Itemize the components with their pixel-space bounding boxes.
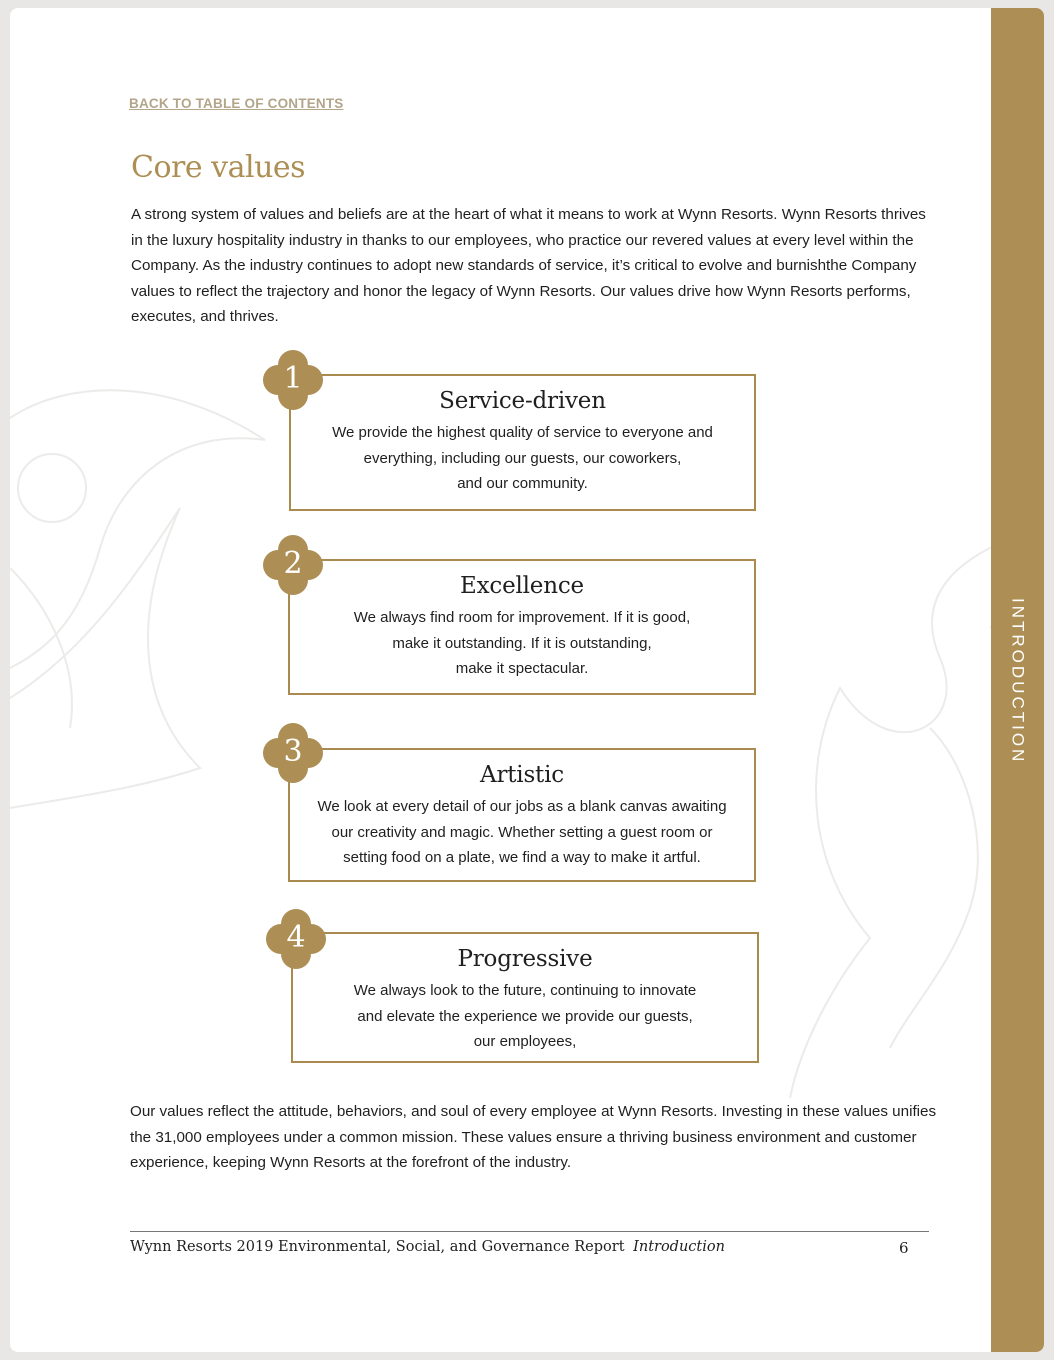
- value-description-line: our creativity and magic. Whether setting a guest room or: [331, 823, 713, 841]
- page-title: Core values: [131, 150, 306, 185]
- value-title: Excellence: [460, 573, 584, 599]
- value-title: Artistic: [480, 762, 564, 788]
- value-description-line: everything, including our guests, our coworkers,: [363, 449, 682, 467]
- value-title: Progressive: [457, 946, 593, 972]
- value-description-line: We always find room for improvement. If it is good,: [353, 609, 691, 626]
- value-description-line: and our community.: [457, 475, 588, 492]
- value-number-badge: [262, 349, 324, 411]
- value-number: 1: [283, 361, 303, 396]
- value-number: 3: [283, 734, 303, 769]
- footer: [130, 1239, 725, 1255]
- document-page: [10, 8, 1044, 1352]
- page-number: 6: [899, 1239, 909, 1257]
- value-number: 2: [283, 546, 303, 581]
- intro-paragraph: A strong system of values and beliefs are at the heart of what it means to work at Wynn Resorts. Wynn Resorts thrives in the luxury hospitality industry in thanks to our employees, who practice our revered values at every level within the Company. As the industry continues to adopt new standards of service, it’s critical to evolve and burnishthe Company values to reflect the trajectory and honor the legacy of Wynn Resorts. Our values drive how Wynn Resorts performs, executes, and thrives.: [131, 206, 926, 326]
- footer-section-name: Introduction: [633, 1239, 725, 1255]
- footer-report-title: Wynn Resorts 2019 Environmental, Social, and Governance Report: [130, 1239, 625, 1255]
- value-description-line: We provide the highest quality of service to everyone and: [332, 424, 713, 441]
- value-description-line: make it outstanding. If it is outstanding,: [392, 634, 652, 652]
- footer-divider: [130, 1231, 929, 1232]
- value-description: [290, 794, 754, 871]
- value-number-badge: [262, 534, 324, 596]
- closing-paragraph: Our values reflect the attitude, behaviors, and soul of every employee at Wynn Resorts. Investing in these values unifies the 31,000 employees under a common mission. These values ensure a thriving business environment and customer experience, keeping Wynn Resorts at the forefront of the industry.: [130, 1103, 937, 1172]
- value-description-line: our employees,: [473, 1033, 577, 1050]
- value-number-badge: [265, 908, 327, 970]
- value-card-excellence: [288, 559, 756, 695]
- value-card-progressive: [291, 932, 759, 1063]
- value-description: [290, 605, 754, 682]
- section-side-tab[interactable]: [991, 8, 1044, 1352]
- side-tab-label: INTRODUCTION: [1008, 598, 1028, 765]
- value-number-badge: [262, 722, 324, 784]
- value-description-line: We look at every detail of our jobs as a blank canvas awaiting: [317, 798, 727, 815]
- value-description: [293, 978, 757, 1055]
- value-title: Service-driven: [439, 388, 606, 414]
- value-card-artistic: [288, 748, 756, 882]
- value-number: 4: [286, 920, 306, 955]
- back-to-contents-link[interactable]: BACK TO TABLE OF CONTENTS: [129, 96, 344, 111]
- value-description: [291, 420, 754, 497]
- value-card-service-driven: [289, 374, 756, 511]
- value-description-line: We always look to the future, continuing to innovate: [353, 982, 697, 999]
- value-description-line: make it spectacular.: [455, 660, 589, 677]
- value-description-line: and elevate the experience we provide our guests,: [357, 1007, 693, 1025]
- value-description-line: setting food on a plate, we find a way to make it artful.: [343, 849, 701, 866]
